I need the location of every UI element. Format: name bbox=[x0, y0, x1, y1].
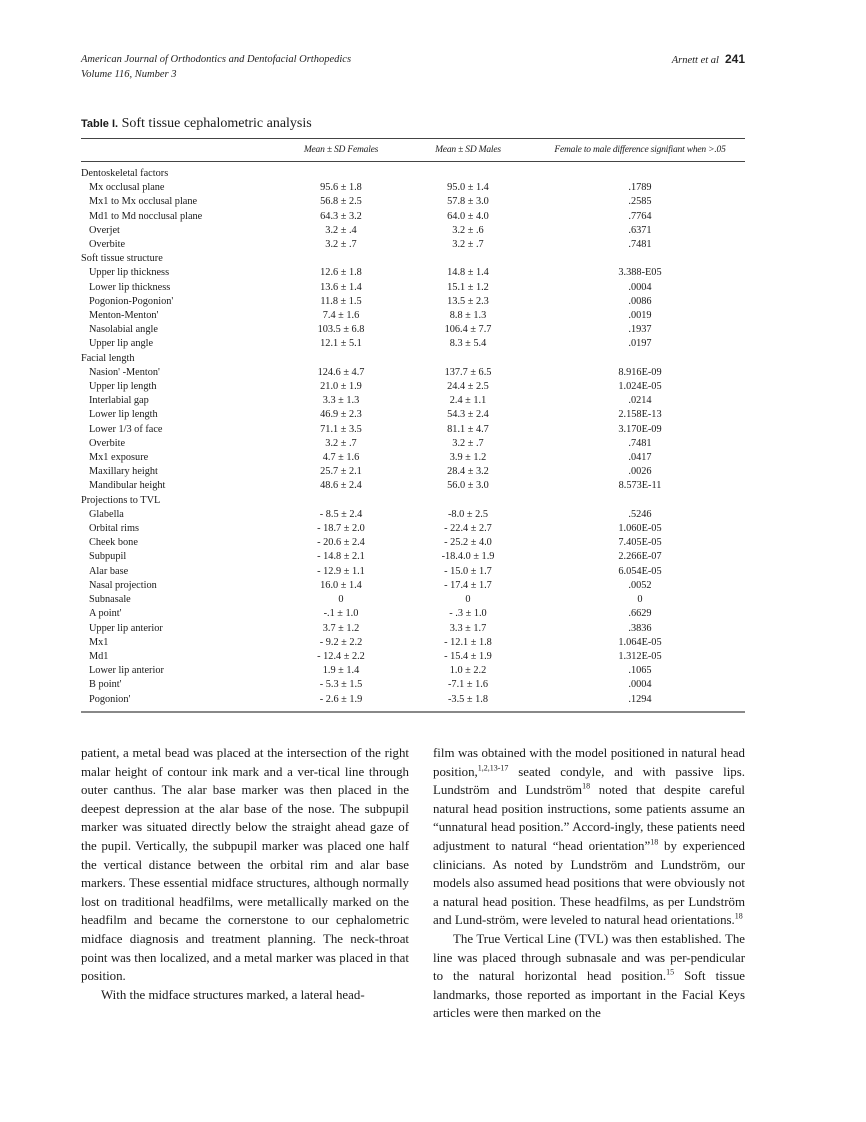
measure-name: Upper lip anterior bbox=[89, 622, 163, 634]
paragraph: film was obtained with the model positioned in natural head position,$^{1,2,13-17}$ seated condyle, and with passive lips. Lundström and Lundström$^{18}$ noted that despite careful natural head position instructions, some patients assume an “unnatural head position.” Accord-ingly, these patients need adjustment to natural “head orientation”$^{18}$ by experienced clinicians. As noted by Lundström and Lundström, our models also assumed head positions that were obviously not a natural head position. These headfilms, as per Lundström and Lund-ström, were leveled to natural head orientations.$^{18}$ bbox=[433, 746, 746, 928]
significance-value: .6371 bbox=[628, 224, 652, 236]
males-value: - 22.4 ± 2.7 bbox=[444, 523, 492, 535]
significance-value: .0019 bbox=[628, 310, 652, 322]
males-value: 64.0 ± 4.0 bbox=[447, 210, 489, 222]
measure-name: Overjet bbox=[89, 224, 120, 236]
running-head bbox=[81, 52, 745, 82]
paragraph: With the midface structures marked, a lateral head- bbox=[101, 987, 365, 1002]
significance-value: .6629 bbox=[628, 608, 652, 620]
significance-value: 8.916E-09 bbox=[618, 366, 662, 378]
table-bottom-rule bbox=[81, 711, 745, 713]
measure-name: Subnasale bbox=[89, 594, 131, 606]
measure-name: Lower lip anterior bbox=[89, 665, 164, 677]
significance-value: 7.405E-05 bbox=[618, 537, 662, 549]
males-value: - .3 ± 1.0 bbox=[449, 608, 487, 620]
paragraph: patient, a metal bead was placed at the intersection of the right malar height of contour ink mark and a ver-tical line through outer canthus. The alar base marker was then placed in the deepest depression at the alar base of the nose. The subpupil marker was situated directly below the straight ahead gaze of the pupil. Vertically, the subpupil marker was placed one half the vertical distance between the orbital rim and alar base markers. These essential midface structures, although normally lost on traditional headfilms, were metallically marked on the headfilm and became the cornerstone to our cephalometric midface diagnosis and treatment planning. The neck-throat point was then localized, and a metal marker was placed in that position. bbox=[81, 746, 409, 984]
measure-name: Lower lip thickness bbox=[89, 281, 171, 293]
significance-value: 3.170E-09 bbox=[618, 423, 662, 435]
measure-name: Upper lip thickness bbox=[89, 267, 170, 279]
table-row bbox=[81, 281, 745, 295]
cephalometric-table bbox=[81, 138, 745, 713]
significance-value: 3.388-E05 bbox=[618, 267, 662, 279]
table-row bbox=[81, 622, 745, 636]
table-row bbox=[81, 337, 745, 351]
measure-name: Alar base bbox=[89, 565, 129, 577]
females-value: 1.9 ± 1.4 bbox=[322, 665, 360, 677]
table-row bbox=[81, 451, 745, 465]
males-value: 3.2 ± .7 bbox=[452, 239, 484, 251]
significance-value: .0004 bbox=[628, 679, 652, 691]
citation[interactable]: 15 bbox=[666, 967, 675, 977]
measure-name: Pogonion' bbox=[89, 693, 131, 705]
females-value: 48.6 ± 2.4 bbox=[320, 480, 362, 492]
significance-value: 6.054E-05 bbox=[618, 565, 662, 577]
table-row bbox=[81, 423, 745, 437]
females-value: 16.0 ± 1.4 bbox=[320, 579, 362, 591]
authors: Arnett et al bbox=[671, 55, 719, 66]
measure-name: Md1 bbox=[89, 650, 109, 662]
significance-value: 1.024E-05 bbox=[618, 381, 662, 393]
females-value: - 9.2 ± 2.2 bbox=[319, 636, 363, 648]
table-row bbox=[81, 366, 745, 380]
significance-value: 0 bbox=[637, 594, 643, 606]
males-value: 106.4 ± 7.7 bbox=[444, 324, 492, 336]
table-section-header bbox=[81, 252, 745, 266]
significance-value: .7481 bbox=[628, 437, 652, 449]
measure-name: Overbite bbox=[89, 437, 126, 449]
males-value: - 15.4 ± 1.9 bbox=[444, 650, 492, 662]
females-value: 3.2 ± .7 bbox=[325, 437, 357, 449]
significance-value: 8.573E-11 bbox=[618, 480, 662, 492]
table-row bbox=[81, 408, 745, 422]
females-value: 7.4 ± 1.6 bbox=[322, 310, 360, 322]
table-row bbox=[81, 479, 745, 493]
table-caption bbox=[81, 116, 312, 132]
table-row bbox=[81, 210, 745, 224]
females-value: - 20.6 ± 2.4 bbox=[317, 537, 365, 549]
males-value: 2.4 ± 1.1 bbox=[449, 395, 487, 407]
table-row bbox=[81, 309, 745, 323]
measure-name: Interlabial gap bbox=[89, 395, 149, 407]
females-value: 0 bbox=[338, 594, 344, 606]
significance-value: .7764 bbox=[628, 210, 652, 222]
females-value: 124.6 ± 4.7 bbox=[317, 366, 365, 378]
measure-name: Nasal projection bbox=[89, 579, 157, 591]
table-row bbox=[81, 678, 745, 692]
significance-value: .7481 bbox=[628, 239, 652, 251]
females-value: 11.8 ± 1.5 bbox=[320, 295, 362, 307]
measure-name: Mandibular height bbox=[89, 480, 166, 492]
table-row bbox=[81, 266, 745, 280]
males-value: - 25.2 ± 4.0 bbox=[444, 537, 492, 549]
females-value: -.1 ± 1.0 bbox=[323, 608, 359, 620]
significance-value: .0214 bbox=[628, 395, 652, 407]
table-row bbox=[81, 380, 745, 394]
males-value: 3.9 ± 1.2 bbox=[449, 452, 487, 464]
females-value: 56.8 ± 2.5 bbox=[320, 196, 362, 208]
measure-name: Md1 to Md nocclusal plane bbox=[89, 210, 203, 222]
females-value: 95.6 ± 1.8 bbox=[320, 182, 362, 194]
males-value: 1.0 ± 2.2 bbox=[449, 665, 487, 677]
females-value: - 14.8 ± 2.1 bbox=[317, 551, 365, 563]
measure-name: Subpupil bbox=[89, 551, 127, 563]
column-header-significance: Female to male difference signifiant when >.05 bbox=[554, 145, 726, 155]
males-value: 54.3 ± 2.4 bbox=[447, 409, 489, 421]
section-title: Soft tissue structure bbox=[81, 253, 163, 265]
significance-value: 1.064E-05 bbox=[618, 636, 662, 648]
column-header-females: Mean ± SD Females bbox=[303, 145, 379, 155]
table-header-row bbox=[81, 139, 745, 162]
males-value: 0 bbox=[465, 594, 471, 606]
females-value: - 8.5 ± 2.4 bbox=[319, 508, 363, 520]
males-value: 95.0 ± 1.4 bbox=[447, 182, 489, 194]
females-value: - 2.6 ± 1.9 bbox=[319, 693, 363, 705]
significance-value: .0086 bbox=[628, 295, 652, 307]
measure-name: Mx1 bbox=[89, 636, 109, 648]
males-value: -7.1 ± 1.6 bbox=[448, 679, 488, 691]
females-value: 13.6 ± 1.4 bbox=[320, 281, 362, 293]
measure-name: Mx occlusal plane bbox=[89, 182, 165, 194]
males-value: 14.8 ± 1.4 bbox=[447, 267, 489, 279]
measure-name: Nasion' -Menton' bbox=[89, 366, 160, 378]
significance-value: .1294 bbox=[628, 693, 652, 705]
males-value: 137.7 ± 6.5 bbox=[444, 366, 492, 378]
table-label: Table I. bbox=[81, 118, 119, 130]
table-row bbox=[81, 565, 745, 579]
females-value: 3.2 ± .4 bbox=[325, 224, 357, 236]
table-row bbox=[81, 593, 745, 607]
females-value: 64.3 ± 3.2 bbox=[320, 210, 362, 222]
males-value: 13.5 ± 2.3 bbox=[447, 295, 489, 307]
running-head-right bbox=[672, 52, 745, 68]
citation[interactable]: 18 bbox=[734, 912, 743, 922]
significance-value: .5246 bbox=[628, 508, 652, 520]
section-title: Facial length bbox=[81, 352, 135, 364]
journal-volume: Volume 116, Number 3 bbox=[81, 69, 177, 80]
males-value: - 17.4 ± 1.7 bbox=[444, 579, 492, 591]
females-value: - 18.7 ± 2.0 bbox=[317, 523, 365, 535]
table-row bbox=[81, 693, 745, 707]
males-value: 28.4 ± 3.2 bbox=[447, 466, 489, 478]
measure-name: Cheek bone bbox=[89, 537, 138, 549]
citation[interactable]: 18 bbox=[582, 781, 591, 791]
significance-value: .0004 bbox=[628, 281, 652, 293]
table-row bbox=[81, 579, 745, 593]
females-value: 71.1 ± 3.5 bbox=[320, 423, 362, 435]
measure-name: Orbital rims bbox=[89, 523, 140, 535]
significance-value: .3836 bbox=[628, 622, 652, 634]
measure-name: Menton-Menton' bbox=[89, 310, 159, 322]
table-row bbox=[81, 224, 745, 238]
significance-value: 2.266E-07 bbox=[618, 551, 662, 563]
males-value: -18.4.0 ± 1.9 bbox=[441, 551, 495, 563]
measure-name: Lower lip length bbox=[89, 409, 158, 421]
measure-name: Mx1 exposure bbox=[89, 452, 149, 464]
males-value: 56.0 ± 3.0 bbox=[447, 480, 489, 492]
measure-name: A point' bbox=[89, 608, 122, 620]
table-row bbox=[81, 536, 745, 550]
males-value: 24.4 ± 2.5 bbox=[447, 381, 489, 393]
measure-name: B point' bbox=[89, 679, 122, 691]
significance-value: .0052 bbox=[628, 579, 652, 591]
section-title: Dentoskeletal factors bbox=[81, 168, 169, 179]
measure-name: Mx1 to Mx occlusal plane bbox=[89, 196, 198, 208]
significance-value: 2.158E-13 bbox=[618, 409, 662, 421]
males-value: - 12.1 ± 1.8 bbox=[444, 636, 492, 648]
females-value: 4.7 ± 1.6 bbox=[322, 452, 360, 464]
significance-value: 1.060E-05 bbox=[618, 523, 662, 535]
citation[interactable]: 18 bbox=[650, 837, 659, 847]
table-row bbox=[81, 238, 745, 252]
males-value: 57.8 ± 3.0 bbox=[447, 196, 489, 208]
table-row bbox=[81, 607, 745, 621]
table-row bbox=[81, 465, 745, 479]
females-value: 25.7 ± 2.1 bbox=[320, 466, 362, 478]
measure-name: Lower 1/3 of face bbox=[89, 423, 163, 435]
page-number: 241 bbox=[724, 52, 745, 66]
females-value: 3.7 ± 1.2 bbox=[322, 622, 360, 634]
males-value: 8.8 ± 1.3 bbox=[449, 310, 487, 322]
table-row bbox=[81, 508, 745, 522]
body-column-left bbox=[81, 744, 409, 1004]
measure-name: Nasolabial angle bbox=[89, 324, 158, 336]
body-column-right bbox=[433, 744, 745, 1023]
significance-value: 1.312E-05 bbox=[618, 650, 662, 662]
table-row bbox=[81, 323, 745, 337]
males-value: - 15.0 ± 1.7 bbox=[444, 565, 492, 577]
section-title: Projections to TVL bbox=[81, 494, 161, 506]
measure-name: Glabella bbox=[89, 508, 124, 520]
females-value: 12.6 ± 1.8 bbox=[320, 267, 362, 279]
table-row bbox=[81, 664, 745, 678]
table-row bbox=[81, 394, 745, 408]
females-value: 12.1 ± 5.1 bbox=[320, 338, 362, 350]
column-header-males: Mean ± SD Males bbox=[435, 145, 501, 155]
citation[interactable]: 1,2,13-17 bbox=[477, 763, 509, 773]
males-value: -3.5 ± 1.8 bbox=[448, 693, 488, 705]
females-value: 3.2 ± .7 bbox=[325, 239, 357, 251]
males-value: 3.3 ± 1.7 bbox=[449, 622, 487, 634]
females-value: 3.3 ± 1.3 bbox=[322, 395, 360, 407]
table-row bbox=[81, 636, 745, 650]
significance-value: .1065 bbox=[628, 665, 652, 677]
significance-value: .2585 bbox=[628, 196, 652, 208]
females-value: 103.5 ± 6.8 bbox=[317, 324, 365, 336]
table-row bbox=[81, 650, 745, 664]
table-row bbox=[81, 195, 745, 209]
females-value: - 12.4 ± 2.2 bbox=[317, 650, 365, 662]
females-value: 46.9 ± 2.3 bbox=[320, 409, 362, 421]
measure-name: Pogonion-Pogonion' bbox=[89, 295, 174, 307]
females-value: 21.0 ± 1.9 bbox=[320, 381, 362, 393]
measure-name: Overbite bbox=[89, 239, 126, 251]
table-title: Soft tissue cephalometric analysis bbox=[121, 116, 312, 131]
females-value: - 5.3 ± 1.5 bbox=[319, 679, 363, 691]
significance-value: .0026 bbox=[628, 466, 652, 478]
table-row bbox=[81, 522, 745, 536]
significance-value: .0197 bbox=[628, 338, 652, 350]
column-header bbox=[81, 139, 281, 162]
significance-value: .1789 bbox=[628, 182, 652, 194]
females-value: - 12.9 ± 1.1 bbox=[317, 565, 365, 577]
males-value: -8.0 ± 2.5 bbox=[448, 508, 488, 520]
table-section-header bbox=[81, 494, 745, 508]
paragraph: The True Vertical Line (TVL) was then established. The line was placed through subnasale and was per-pendicular to the natural horizontal head position.$^{15}$ Soft tissue landmarks, those reported as important in the Facial Keys articles were then marked on the bbox=[433, 931, 745, 1021]
males-value: 3.2 ± .6 bbox=[452, 224, 484, 236]
significance-value: .1937 bbox=[628, 324, 652, 336]
table-section-header bbox=[81, 352, 745, 366]
table-row bbox=[81, 437, 745, 451]
significance-value: .0417 bbox=[628, 452, 652, 464]
males-value: 81.1 ± 4.7 bbox=[447, 423, 489, 435]
males-value: 8.3 ± 5.4 bbox=[449, 338, 487, 350]
males-value: 15.1 ± 1.2 bbox=[447, 281, 489, 293]
table-row bbox=[81, 181, 745, 195]
measure-name: Upper lip angle bbox=[89, 338, 154, 350]
table-row bbox=[81, 550, 745, 564]
measure-name: Maxillary height bbox=[89, 466, 158, 478]
journal-title: American Journal of Orthodontics and Dentofacial Orthopedics bbox=[81, 54, 352, 65]
males-value: 3.2 ± .7 bbox=[452, 437, 484, 449]
measure-name: Upper lip length bbox=[89, 381, 157, 393]
table-section-header bbox=[81, 167, 745, 181]
table-row bbox=[81, 295, 745, 309]
